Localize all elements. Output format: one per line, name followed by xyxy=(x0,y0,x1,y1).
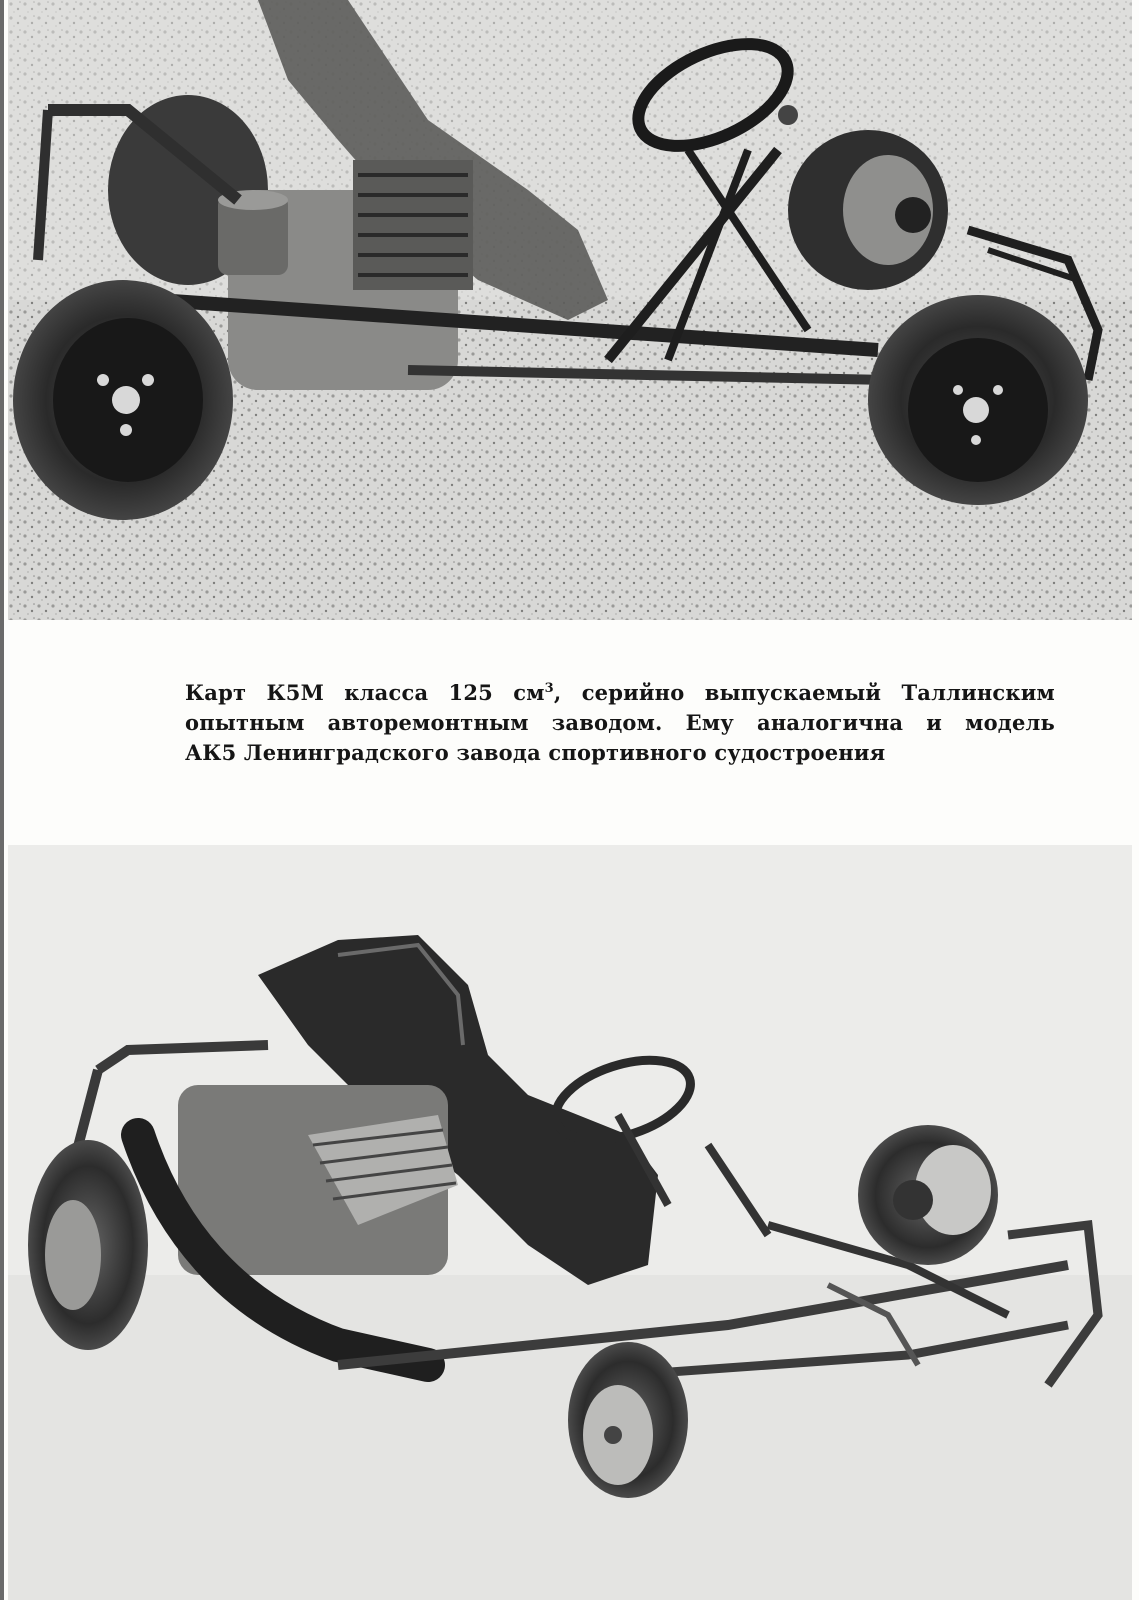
caption-line-1 xyxy=(185,678,1055,708)
caption-line-3: АК5 Ленинградского завода спортивного судостроения xyxy=(185,740,886,765)
caption-line-1-rest: , серийно выпускаемый Таллинским xyxy=(553,680,1056,705)
photo-caption xyxy=(185,678,1055,768)
caption-line-2: опытным авторемонтным заводом. Ему аналогична и модель xyxy=(185,710,1055,735)
photo-k5m-kart xyxy=(8,0,1132,620)
caption-cubic-superscript: 3 xyxy=(544,681,554,696)
page-spine-edge xyxy=(0,0,4,1600)
caption-line-1-text: Карт К5М класса 125 см xyxy=(185,680,545,705)
photo-ak5-kart xyxy=(8,845,1132,1600)
